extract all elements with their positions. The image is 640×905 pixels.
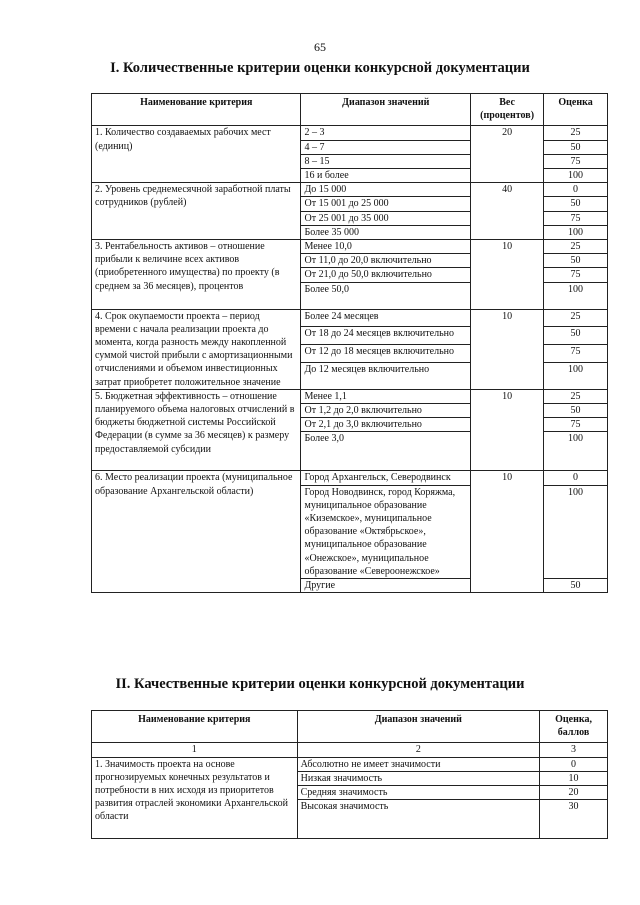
range-value: Высокая значимость bbox=[297, 800, 539, 839]
range-value: Менее 10,0 bbox=[301, 240, 471, 254]
score-value: 75 bbox=[544, 211, 608, 225]
range-value: От 12 до 18 месяцев включительно bbox=[301, 345, 471, 363]
range-value: 2 – 3 bbox=[301, 126, 471, 140]
criterion-weight: 10 bbox=[471, 471, 544, 593]
score-value: 20 bbox=[540, 786, 608, 800]
range-value: От 25 001 до 35 000 bbox=[301, 211, 471, 225]
range-value: 16 и более bbox=[301, 169, 471, 183]
section2-title: II. Качественные критерии оценки конкурсной документации bbox=[115, 676, 525, 692]
score-value: 25 bbox=[544, 126, 608, 140]
score-value: 50 bbox=[544, 579, 608, 593]
score-value: 0 bbox=[540, 757, 608, 771]
range-value: От 18 до 24 месяцев включительно bbox=[301, 327, 471, 345]
score-value: 100 bbox=[544, 362, 608, 389]
score-value: 100 bbox=[544, 282, 608, 309]
score-value: 100 bbox=[544, 432, 608, 471]
range-value: Более 50,0 bbox=[301, 282, 471, 309]
range-value: До 15 000 bbox=[301, 183, 471, 197]
header-score: Оценка, баллов bbox=[540, 711, 608, 743]
score-value: 50 bbox=[544, 404, 608, 418]
range-value: Менее 1,1 bbox=[301, 389, 471, 403]
score-value: 50 bbox=[544, 254, 608, 268]
score-value: 50 bbox=[544, 140, 608, 154]
criterion-name: 5. Бюджетная эффективность – отношение планируемого объема налоговых отчислений в бюджеты бюджетной системы Российской Федерации (в сумме за 36 месяцев) к размеру предоставляемой субсидии bbox=[92, 389, 301, 471]
qualitative-criteria-table bbox=[91, 710, 608, 839]
table-header-row bbox=[92, 94, 608, 126]
score-value: 0 bbox=[544, 183, 608, 197]
score-value: 75 bbox=[544, 154, 608, 168]
header-range: Диапазон значений bbox=[301, 94, 471, 126]
criterion-name: 6. Место реализации проекта (муниципальное образование Архангельской области) bbox=[92, 471, 301, 593]
criterion-name: 1. Количество создаваемых рабочих мест (единиц) bbox=[92, 126, 301, 183]
score-value: 25 bbox=[544, 309, 608, 327]
score-value: 75 bbox=[544, 268, 608, 282]
column-number: 2 bbox=[297, 743, 539, 757]
score-value: 100 bbox=[544, 169, 608, 183]
range-value: Низкая значимость bbox=[297, 771, 539, 785]
quantitative-criteria-table bbox=[91, 93, 608, 593]
table-row bbox=[92, 471, 608, 485]
range-value: От 2,1 до 3,0 включительно bbox=[301, 418, 471, 432]
criterion-weight: 20 bbox=[471, 126, 544, 183]
table-row bbox=[92, 126, 608, 140]
criterion-name: 1. Значимость проекта на основе прогнозируемых конечных результатов и потребности в них исходя из приоритетов развития отраслей экономики Архангельской области bbox=[92, 757, 298, 839]
table-row bbox=[92, 183, 608, 197]
range-value: Город Архангельск, Северодвинск bbox=[301, 471, 471, 485]
score-value: 50 bbox=[544, 327, 608, 345]
range-value: От 21,0 до 50,0 включительно bbox=[301, 268, 471, 282]
criterion-weight: 10 bbox=[471, 389, 544, 471]
criterion-name: 3. Рентабельность активов – отношение прибыли к величине всех активов (приобретенного имущества) по проекту (в среднем за 36 месяцев), процентов bbox=[92, 240, 301, 310]
section1-title: I. Количественные критерии оценки конкурсной документации bbox=[110, 60, 530, 76]
criterion-name: 4. Срок окупаемости проекта – период времени с начала реализации проекта до момента, когда разность между накопленной суммой чистой прибыли с амортизационными отчислениями и объемом инвестиционных затрат приобретет положительное значение bbox=[92, 309, 301, 389]
header-range: Диапазон значений bbox=[297, 711, 539, 743]
range-value: Средняя значимость bbox=[297, 786, 539, 800]
range-value: От 15 001 до 25 000 bbox=[301, 197, 471, 211]
column-number: 1 bbox=[92, 743, 298, 757]
score-value: 30 bbox=[540, 800, 608, 839]
score-value: 75 bbox=[544, 345, 608, 363]
range-value: До 12 месяцев включительно bbox=[301, 362, 471, 389]
range-value: Абсолютно не имеет значимости bbox=[297, 757, 539, 771]
criterion-weight: 10 bbox=[471, 240, 544, 310]
table-row bbox=[92, 757, 608, 771]
header-name: Наименование критерия bbox=[92, 94, 301, 126]
score-value: 100 bbox=[544, 485, 608, 578]
score-value: 100 bbox=[544, 225, 608, 239]
table-header-row bbox=[92, 711, 608, 743]
range-value: 8 – 15 bbox=[301, 154, 471, 168]
score-value: 75 bbox=[544, 418, 608, 432]
range-value: Другие bbox=[301, 579, 471, 593]
page-number: 65 bbox=[314, 40, 326, 54]
score-value: 10 bbox=[540, 771, 608, 785]
header-weight: Вес (процентов) bbox=[471, 94, 544, 126]
table-row bbox=[92, 240, 608, 254]
column-number: 3 bbox=[540, 743, 608, 757]
score-value: 50 bbox=[544, 197, 608, 211]
column-numbers-row bbox=[92, 743, 608, 757]
score-value: 0 bbox=[544, 471, 608, 485]
score-value: 25 bbox=[544, 389, 608, 403]
range-value: Более 3,0 bbox=[301, 432, 471, 471]
table-row bbox=[92, 309, 608, 327]
range-value: Более 24 месяцев bbox=[301, 309, 471, 327]
range-value: Город Новодвинск, город Коряжма, муниципальное образование «Киземское», муниципальное образование «Октябрьское», муниципальное образование «Онежское», муниципальное образование «Североонежское» bbox=[301, 485, 471, 578]
range-value: Более 35 000 bbox=[301, 225, 471, 239]
score-value: 25 bbox=[544, 240, 608, 254]
header-name: Наименование критерия bbox=[92, 711, 298, 743]
range-value: 4 – 7 bbox=[301, 140, 471, 154]
criterion-weight: 40 bbox=[471, 183, 544, 240]
range-value: От 1,2 до 2,0 включительно bbox=[301, 404, 471, 418]
table-row bbox=[92, 389, 608, 403]
header-score: Оценка bbox=[544, 94, 608, 126]
criterion-name: 2. Уровень среднемесячной заработной платы сотрудников (рублей) bbox=[92, 183, 301, 240]
range-value: От 11,0 до 20,0 включительно bbox=[301, 254, 471, 268]
criterion-weight: 10 bbox=[471, 309, 544, 389]
